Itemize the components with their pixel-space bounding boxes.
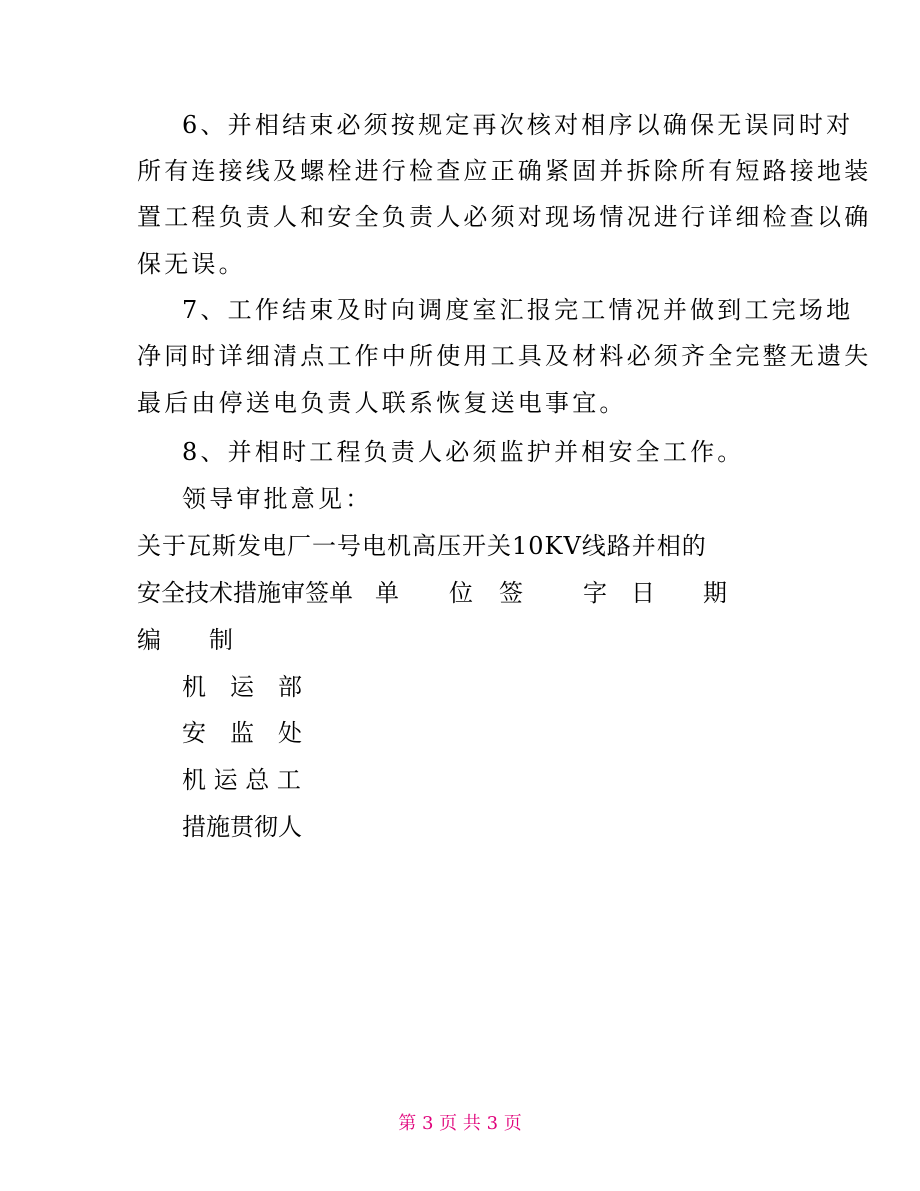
column-header: 日 <box>631 579 655 607</box>
column-header: 字 <box>583 579 607 607</box>
approval-label: 领导审批意见： <box>182 485 373 513</box>
paragraph-6-line-1: 6、并相结束必须按规定再次核对相序以确保无误同时对 <box>182 111 854 139</box>
column-header: 签 <box>499 579 523 607</box>
sign-row-machine-dept: 机 运 部 <box>182 673 302 701</box>
sign-sheet-subtitle: 安全技术措施审签单 <box>137 579 353 607</box>
paragraph-6-line-3: 置工程负责人和安全负责人必须对现场情况进行详细检查以确 <box>137 203 872 231</box>
paragraph-7-line-2: 净同时详细清点工作中所使用工具及材料必须齐全完整无遗失 <box>137 342 872 370</box>
sign-row-chief-engineer: 机 运 总 工 <box>182 766 301 794</box>
paragraph-7-line-1: 7、工作结束及时向调度室汇报完工情况并做到工完场地 <box>182 296 854 324</box>
paragraph-6-line-4: 保无误。 <box>137 250 246 278</box>
sign-sheet-title: 关于瓦斯发电厂一号电机高压开关10KV线路并相的 <box>137 532 707 560</box>
row-header-char: 编 <box>137 626 161 654</box>
paragraph-6-line-2: 所有连接线及螺栓进行检查应正确紧固并拆除所有短路接地装 <box>137 157 872 185</box>
column-header: 单 <box>375 579 399 607</box>
column-header: 位 <box>449 579 473 607</box>
sign-row-safety-office: 安 监 处 <box>182 719 302 747</box>
paragraph-7-line-3: 最后由停送电负责人联系恢复送电事宜。 <box>137 389 627 417</box>
sign-row-implementer: 措施贯彻人 <box>182 813 302 841</box>
paragraph-8: 8、并相时工程负责人必须监护并相安全工作。 <box>182 438 745 466</box>
row-header-char: 制 <box>209 626 233 654</box>
page-footer: 第 3 页 共 3 页 <box>398 1113 522 1134</box>
column-header: 期 <box>703 579 727 607</box>
